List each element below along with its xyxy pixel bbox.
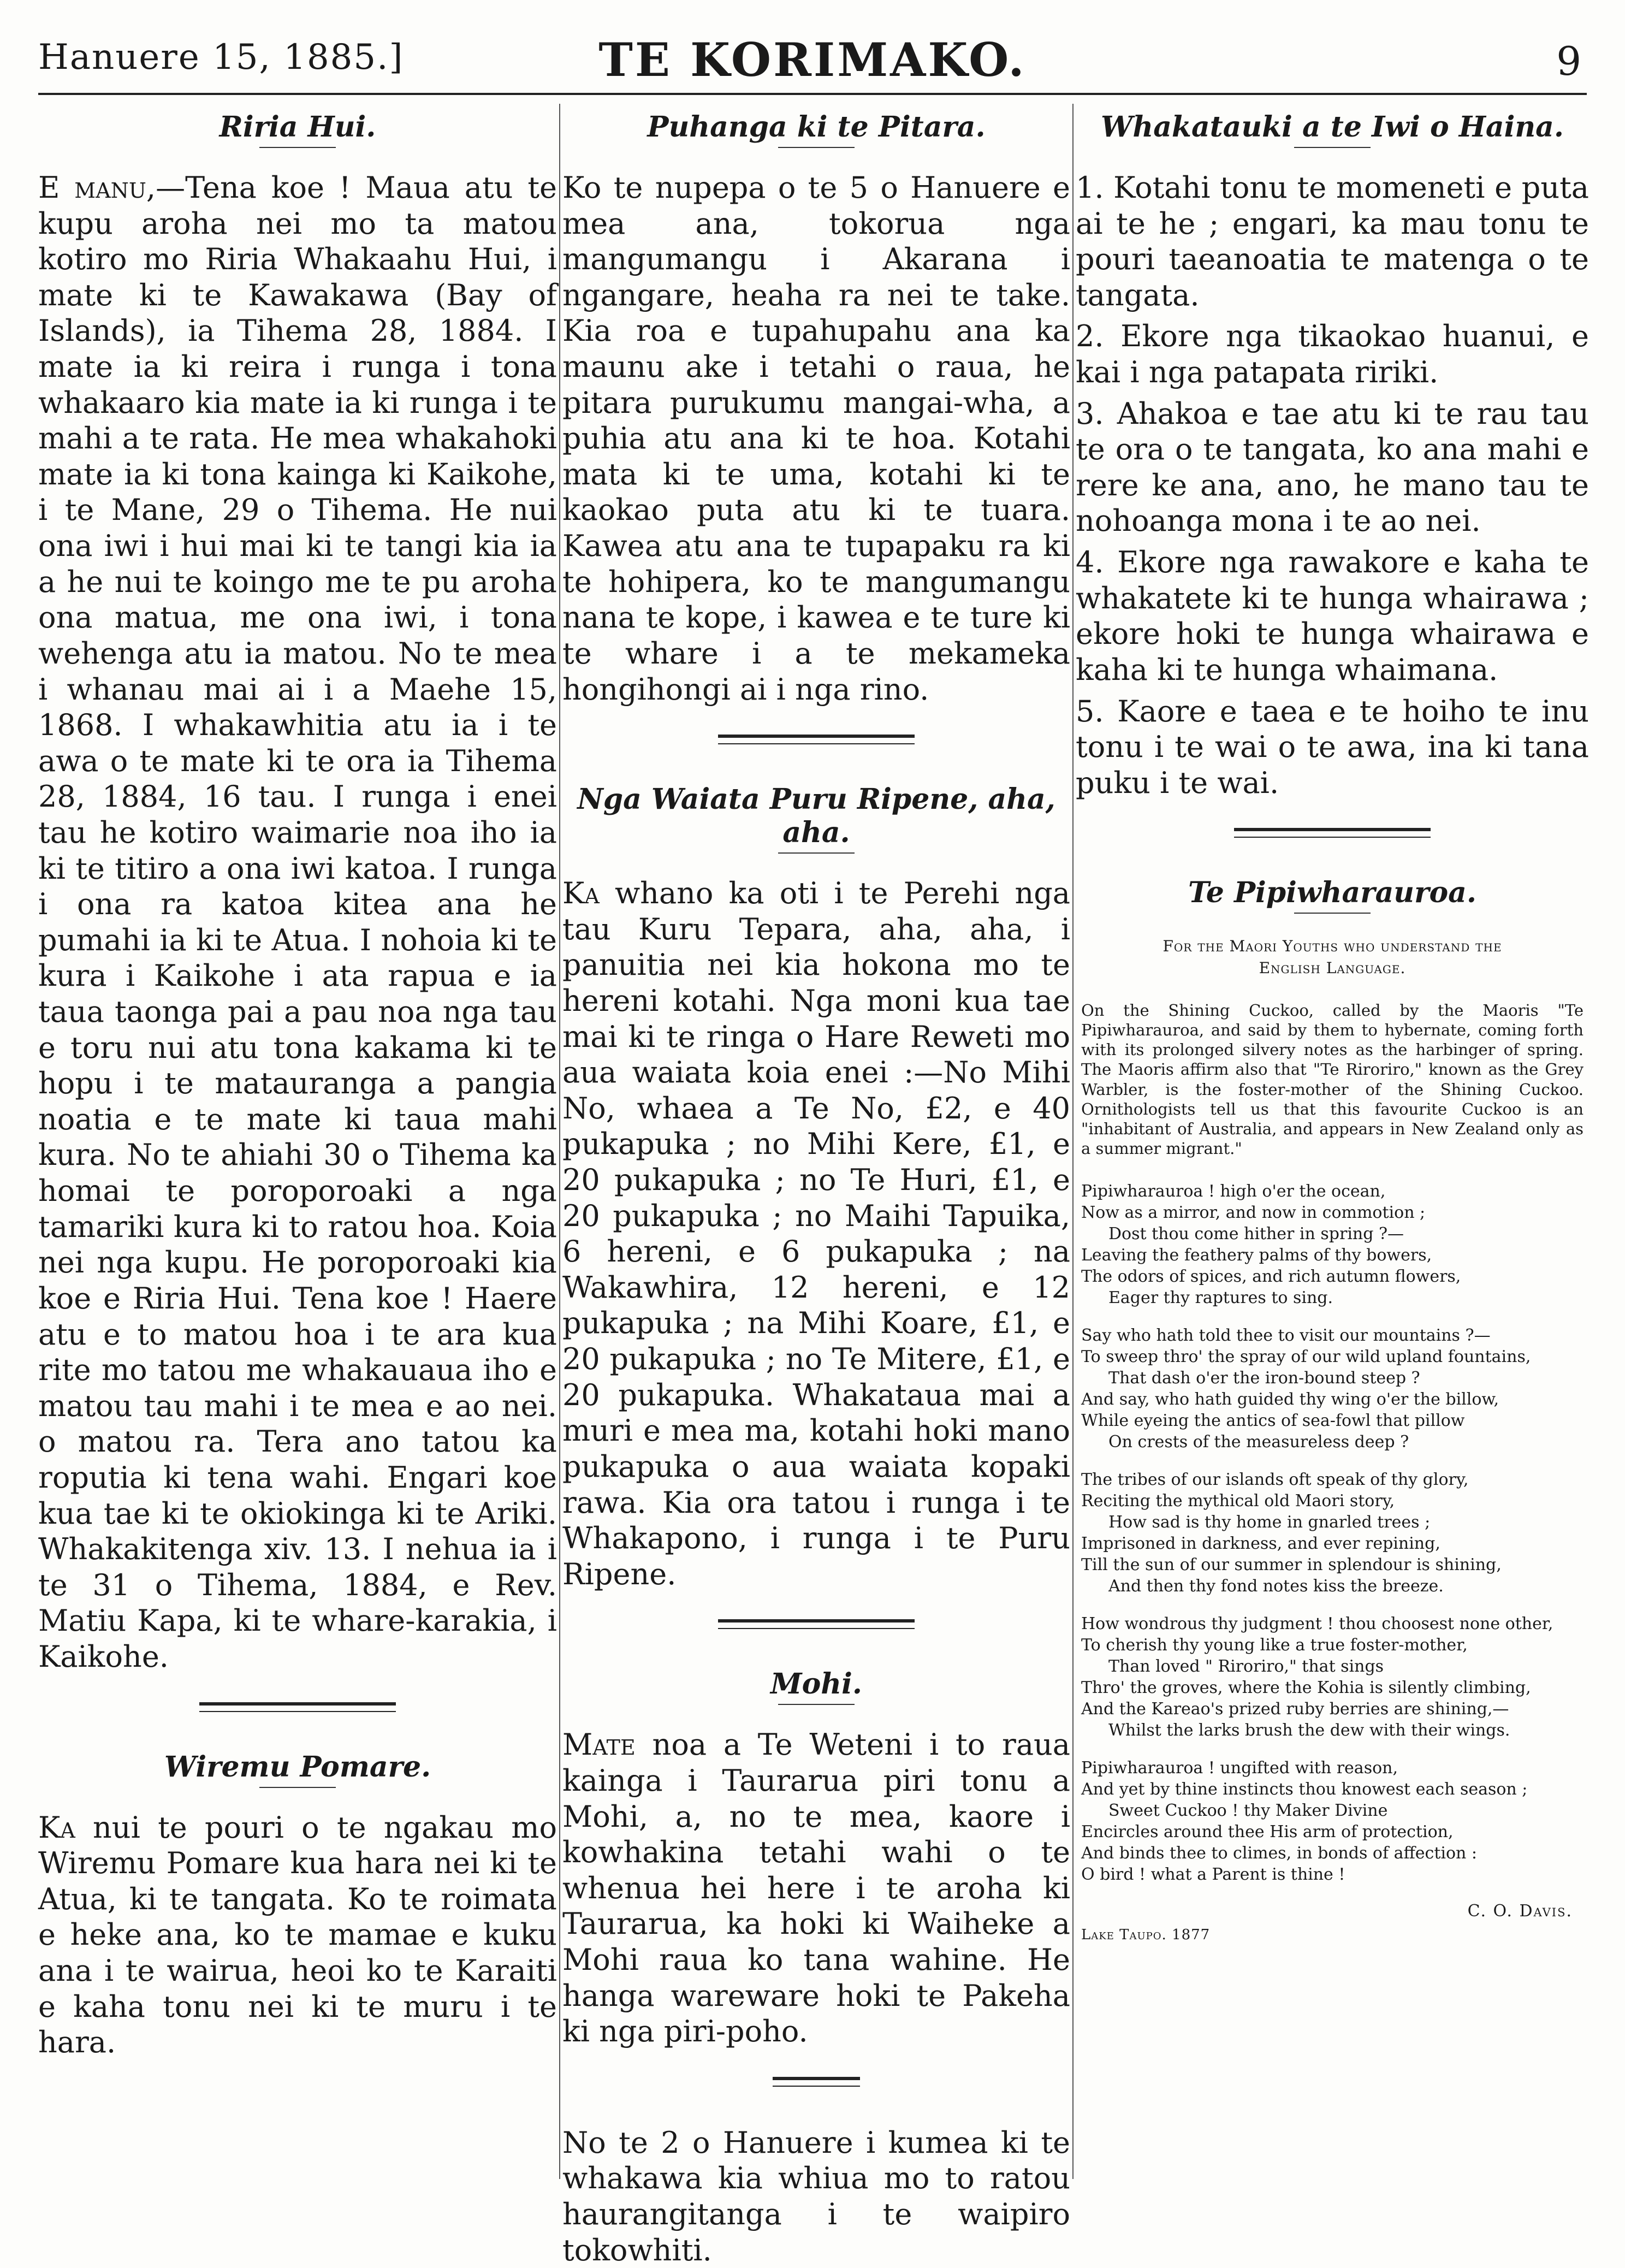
- poem-signature: [1076, 1902, 1584, 1945]
- column-3: [1076, 104, 1589, 2179]
- column-1: [38, 104, 557, 2179]
- column-divider: [1072, 104, 1074, 2179]
- poem-line: How wondrous thy judgment ! thou choosest none other,: [1081, 1614, 1553, 1633]
- article-body: [38, 1810, 557, 2060]
- list-item: 2. Ekore nga tikaokao huanui, e kai i nga patapata ririki.: [1076, 319, 1589, 390]
- poem-intro: On the Shining Cuckoo, called by the Maoris "Te Pipiwharauroa, and said by them to hybernate, coming forth with its prolonged silvery notes as the harbinger of spring. The Maoris affirm also that "Te Riroriro," known as the Grey Warbler, is the foster-mother of the Shining Cuckoo. Ornithologists tell us that this favourite Cuckoo is an "inhabitant of Australia, and appears in New Zealand only as a summer migrant.": [1081, 1000, 1584, 1158]
- article-title: Mohi.: [770, 1667, 862, 1701]
- poem-line: Than loved " Riroriro," that sings: [1108, 1656, 1384, 1676]
- list-item: 4. Ekore nga rawakore e kaha te whakatete ki te hunga whairawa ; ekore hoki te hunga whairawa e kaha ki te hunga whaimana.: [1076, 545, 1589, 687]
- poem-stanza: [1081, 1613, 1589, 1741]
- poem-line: Whilst the larks brush the dew with their wings.: [1108, 1720, 1510, 1740]
- article-text: nui te pouri o te ngakau mo Wiremu Pomare kua hara nei ki te Atua, ki te tangata. Ko te roimata e heke ana, ko te mamae e kuku ana i te wairua, heoi ko te Karaiti e kaha tonu nei ki te muru i te hara.: [38, 1810, 557, 2060]
- list-item: 5. Kaore e taea e te hoiho te inu tonu i te wai o te awa, ina ki tana puku i te wai.: [1076, 694, 1589, 800]
- title-rule: [778, 852, 855, 854]
- article-lead: Ka: [562, 876, 600, 911]
- article-body: [562, 1727, 1070, 2049]
- poem-line: Now as a mirror, and now in commotion ;: [1081, 1203, 1426, 1222]
- poem-line: Pipiwharauroa ! ungifted with reason,: [1081, 1758, 1398, 1778]
- article-body: [562, 875, 1070, 1592]
- poem-line: And then thy fond notes kiss the breeze.: [1108, 1576, 1444, 1596]
- article-title: Puhanga ki te Pitara.: [647, 110, 986, 144]
- poem-author: C. O. Davis.: [1467, 1901, 1573, 1921]
- page-number: 9: [1556, 38, 1581, 84]
- newspaper-title: TE KORIMAKO.: [598, 33, 1027, 87]
- article-body: No te 2 o Hanuere i kumea ki te whakawa kia whiua mo to ratou haurangitanga i te waipiro tokowhiti.: [562, 2125, 1070, 2267]
- poem-line: And say, who hath guided thy wing o'er the billow,: [1081, 1389, 1499, 1409]
- title-rule: [1294, 147, 1371, 148]
- title-rule: [778, 147, 855, 148]
- article-body: [38, 170, 557, 1675]
- poem-line: Eager thy raptures to sing.: [1108, 1288, 1333, 1307]
- section-divider: [773, 2077, 860, 2087]
- poem-stanza: [1081, 1181, 1589, 1308]
- poem-line: That dash o'er the iron-bound steep ?: [1108, 1368, 1420, 1388]
- article-body: Ko te nupepa o te 5 o Hanuere e mea ana, tokorua nga mangumangu i Akarana i ngangare, heaha ra nei te take. Kia roa e tupahupahu ana ka maunu ake i tetahi o raua, he pitara purukumu mangai-wha, a puhia atu ana ki te hoa. Kotahi mata ki te uma, kotahi ki te kaokao puta atu ki te tuara. Kawea atu ana te tupapaku ra ki te hohipera, ko te mangumangu nana te kope, i kawea e te ture ki te whare i a te mekameka hongihongi ai i nga rino.: [562, 170, 1070, 707]
- section-divider: [1234, 828, 1431, 838]
- column-divider: [559, 104, 560, 2179]
- poem-line: And the Kareao's prized ruby berries are shining,—: [1081, 1699, 1509, 1719]
- title-rule: [259, 147, 336, 148]
- poem-stanza: [1081, 1325, 1589, 1453]
- section-divider: [718, 1619, 915, 1629]
- poem-line: Sweet Cuckoo ! thy Maker Divine: [1108, 1801, 1388, 1820]
- poem-line: The tribes of our islands oft speak of thy glory,: [1081, 1470, 1469, 1489]
- article-lead: Ka: [38, 1810, 75, 1845]
- poem-line: Say who hath told thee to visit our mountains ?—: [1081, 1325, 1491, 1345]
- poem-line: To cherish thy young like a true foster-mother,: [1081, 1635, 1468, 1655]
- poem-line: How sad is thy home in gnarled trees ;: [1108, 1512, 1431, 1532]
- poem-line: Encircles around thee His arm of protection,: [1081, 1822, 1454, 1841]
- section-divider: [718, 735, 915, 744]
- poem-line: Reciting the mythical old Maori story,: [1081, 1491, 1395, 1511]
- poem-line: O bird ! what a Parent is thine !: [1081, 1864, 1345, 1884]
- article-text: whano ka oti i te Perehi nga tau Kuru Tepara, aha, aha, i panuitia nei kia hokona mo te hereni kotahi. Nga moni kua tae mai ki te ringa o Hare Reweti mo aua waiata koia enei :—No Mihi No, whaea a Te No, £2, e 40 pukapuka ; no Mihi Kere, £1, e 20 pukapuka ; no Te Huri, £1, e 20 pukapuka ; no Maihi Tapuika, 6 hereni, e 6 pukapuka ; na Wakawhira, 12 hereni, e 12 pukapuka ; na Mihi Koare, £1, e 20 pukapuka ; no Te Mitere, £1, e 20 pukapuka. Whakataua mai a muri e mea ma, kotahi hoki mano pukapuka o aua waiata kopaki rawa. Kia ora tatou i runga i te Whakapono, i runga i te Puru Ripene.: [562, 876, 1070, 1591]
- poem-line: Pipiwharauroa ! high o'er the ocean,: [1081, 1181, 1386, 1201]
- proverb-list: [1076, 170, 1589, 801]
- poem-line: While eyeing the antics of sea-fowl that pillow: [1081, 1411, 1465, 1430]
- article-lead: E manu,: [38, 170, 156, 205]
- title-rule: [1294, 913, 1371, 914]
- title-rule: [259, 1787, 336, 1788]
- poem-line: To sweep thro' the spray of our wild upland fountains,: [1081, 1347, 1531, 1366]
- article-lead: Mate: [562, 1727, 636, 1762]
- masthead-rule: [38, 93, 1587, 95]
- article-text: —Tena koe ! Maua atu te kupu aroha nei mo ta matou kotiro mo Riria Whakaahu Hui, i mate ki te Kawakawa (Bay of Islands), ia Tihema 28, 1884. I mate ia ki reira i runga i tona whakaaro kia mate ia ki runga i te mahi a te rata. He mea whakahoki mate ia ki tona kainga ki Kaikohe, i te Mane, 29 o Tihema. He nui ona iwi i hui mai ki te tangi kia ia a he nui te koingo me te pu aroha ona matua, me ona iwi, i tona wehenga atu ia matou. No te mea i whanau mai ai i a Maehe 15, 1868. I whakawhitia atu ia i te awa o te mate ki te ora ia Tihema 28, 1884, 16 tau. I runga i enei tau he kotiro waimarie noa iho ia ki te titiro a ona iwi katoa. I runga i ona ra katoa kitea ana he pumahi ia ki te Atua. I nohoia ki te kura i Kaikohe i ata rapua e ia taua taonga pai a pau noa nga tau e toru nui atu tona kakama ki te hopu i te matauranga a pangia noatia e te mate ki taua mahi kura. No te ahiahi 30 o Tihema ka homai te poroporoaki a nga tamariki kura ki to ratou hoa. Koia nei nga kupu. He poroporoaki kia koe e Riria Hui. Tena koe ! Haere atu e to matou hoa i te ara kua rite mo tatou me whakauaua iho e matou tau mahi i te mea e ao nei. o matou ra. Tera ano tatou ka roputia ki tena wahi. Engari koe kua tae ki te okiokinga ki te Ariki. Whakakitenga xiv. 13. I nehua ia i te 31 o Tihema, 1884, e Rev. Matiu Kapa, ki te whare-karakia, i Kaikohe.: [38, 170, 557, 1674]
- masthead: [38, 16, 1587, 98]
- poem-place: Lake Taupo. 1877: [1081, 1926, 1211, 1943]
- column-2: [562, 104, 1070, 2267]
- title-rule: [778, 1704, 855, 1705]
- article-title: Nga Waiata Puru Ripene, aha, aha.: [577, 783, 1055, 850]
- poem-line: Till the sun of our summer in splendour is shining,: [1081, 1555, 1502, 1574]
- article-title: Whakatauki a te Iwi o Haina.: [1101, 110, 1564, 144]
- poem-line: And yet by thine instincts thou knowest each season ;: [1081, 1779, 1528, 1799]
- poem-stanza: [1081, 1469, 1589, 1597]
- section-divider: [199, 1702, 396, 1712]
- poem-line: Imprisoned in darkness, and ever repining,: [1081, 1533, 1440, 1553]
- subtitle-line: English Language.: [1259, 958, 1406, 977]
- issue-date: Hanuere 15, 1885.]: [38, 37, 404, 78]
- article-title: Riria Hui.: [219, 110, 376, 144]
- poem-line: The odors of spices, and rich autumn flowers,: [1081, 1266, 1461, 1286]
- poem-line: Thro' the groves, where the Kohia is silently climbing,: [1081, 1678, 1531, 1697]
- article-title: Te Pipiwharauroa.: [1188, 876, 1476, 910]
- poem-line: On crests of the measureless deep ?: [1108, 1432, 1409, 1452]
- subtitle-line: For the Maori Youths who understand the: [1163, 937, 1502, 956]
- article-title: Wiremu Pomare.: [164, 1750, 431, 1784]
- article-text: noa a Te Weteni i to raua kainga i Taurarua piri tonu a Mohi, a, no te mea, kaore i kowhakina tetahi wahi o te whenua hei here i te aroha ki Taurarua, ka hoki ki Waiheke a Mohi raua ko tana wahine. He hanga wareware hoki te Pakeha ki nga piri-poho.: [562, 1727, 1070, 2049]
- poem-line: And binds thee to climes, in bonds of affection :: [1081, 1843, 1478, 1863]
- list-item: 3. Ahakoa e tae atu ki te rau tau te ora o te tangata, ko ana mahi e rere ke ana, ano, he mano tau te nohoanga mona i te ao nei.: [1076, 396, 1589, 538]
- poem-subtitle: [1076, 935, 1589, 978]
- poem-stanza: [1081, 1757, 1589, 1885]
- list-item: 1. Kotahi tonu te momeneti e puta ai te he ; engari, ka mau tonu te pouri taeanoatia te matenga o te tangata.: [1076, 170, 1589, 312]
- poem-line: Dost thou come hither in spring ?—: [1108, 1224, 1404, 1243]
- poem-line: Leaving the feathery palms of thy bowers,: [1081, 1245, 1432, 1265]
